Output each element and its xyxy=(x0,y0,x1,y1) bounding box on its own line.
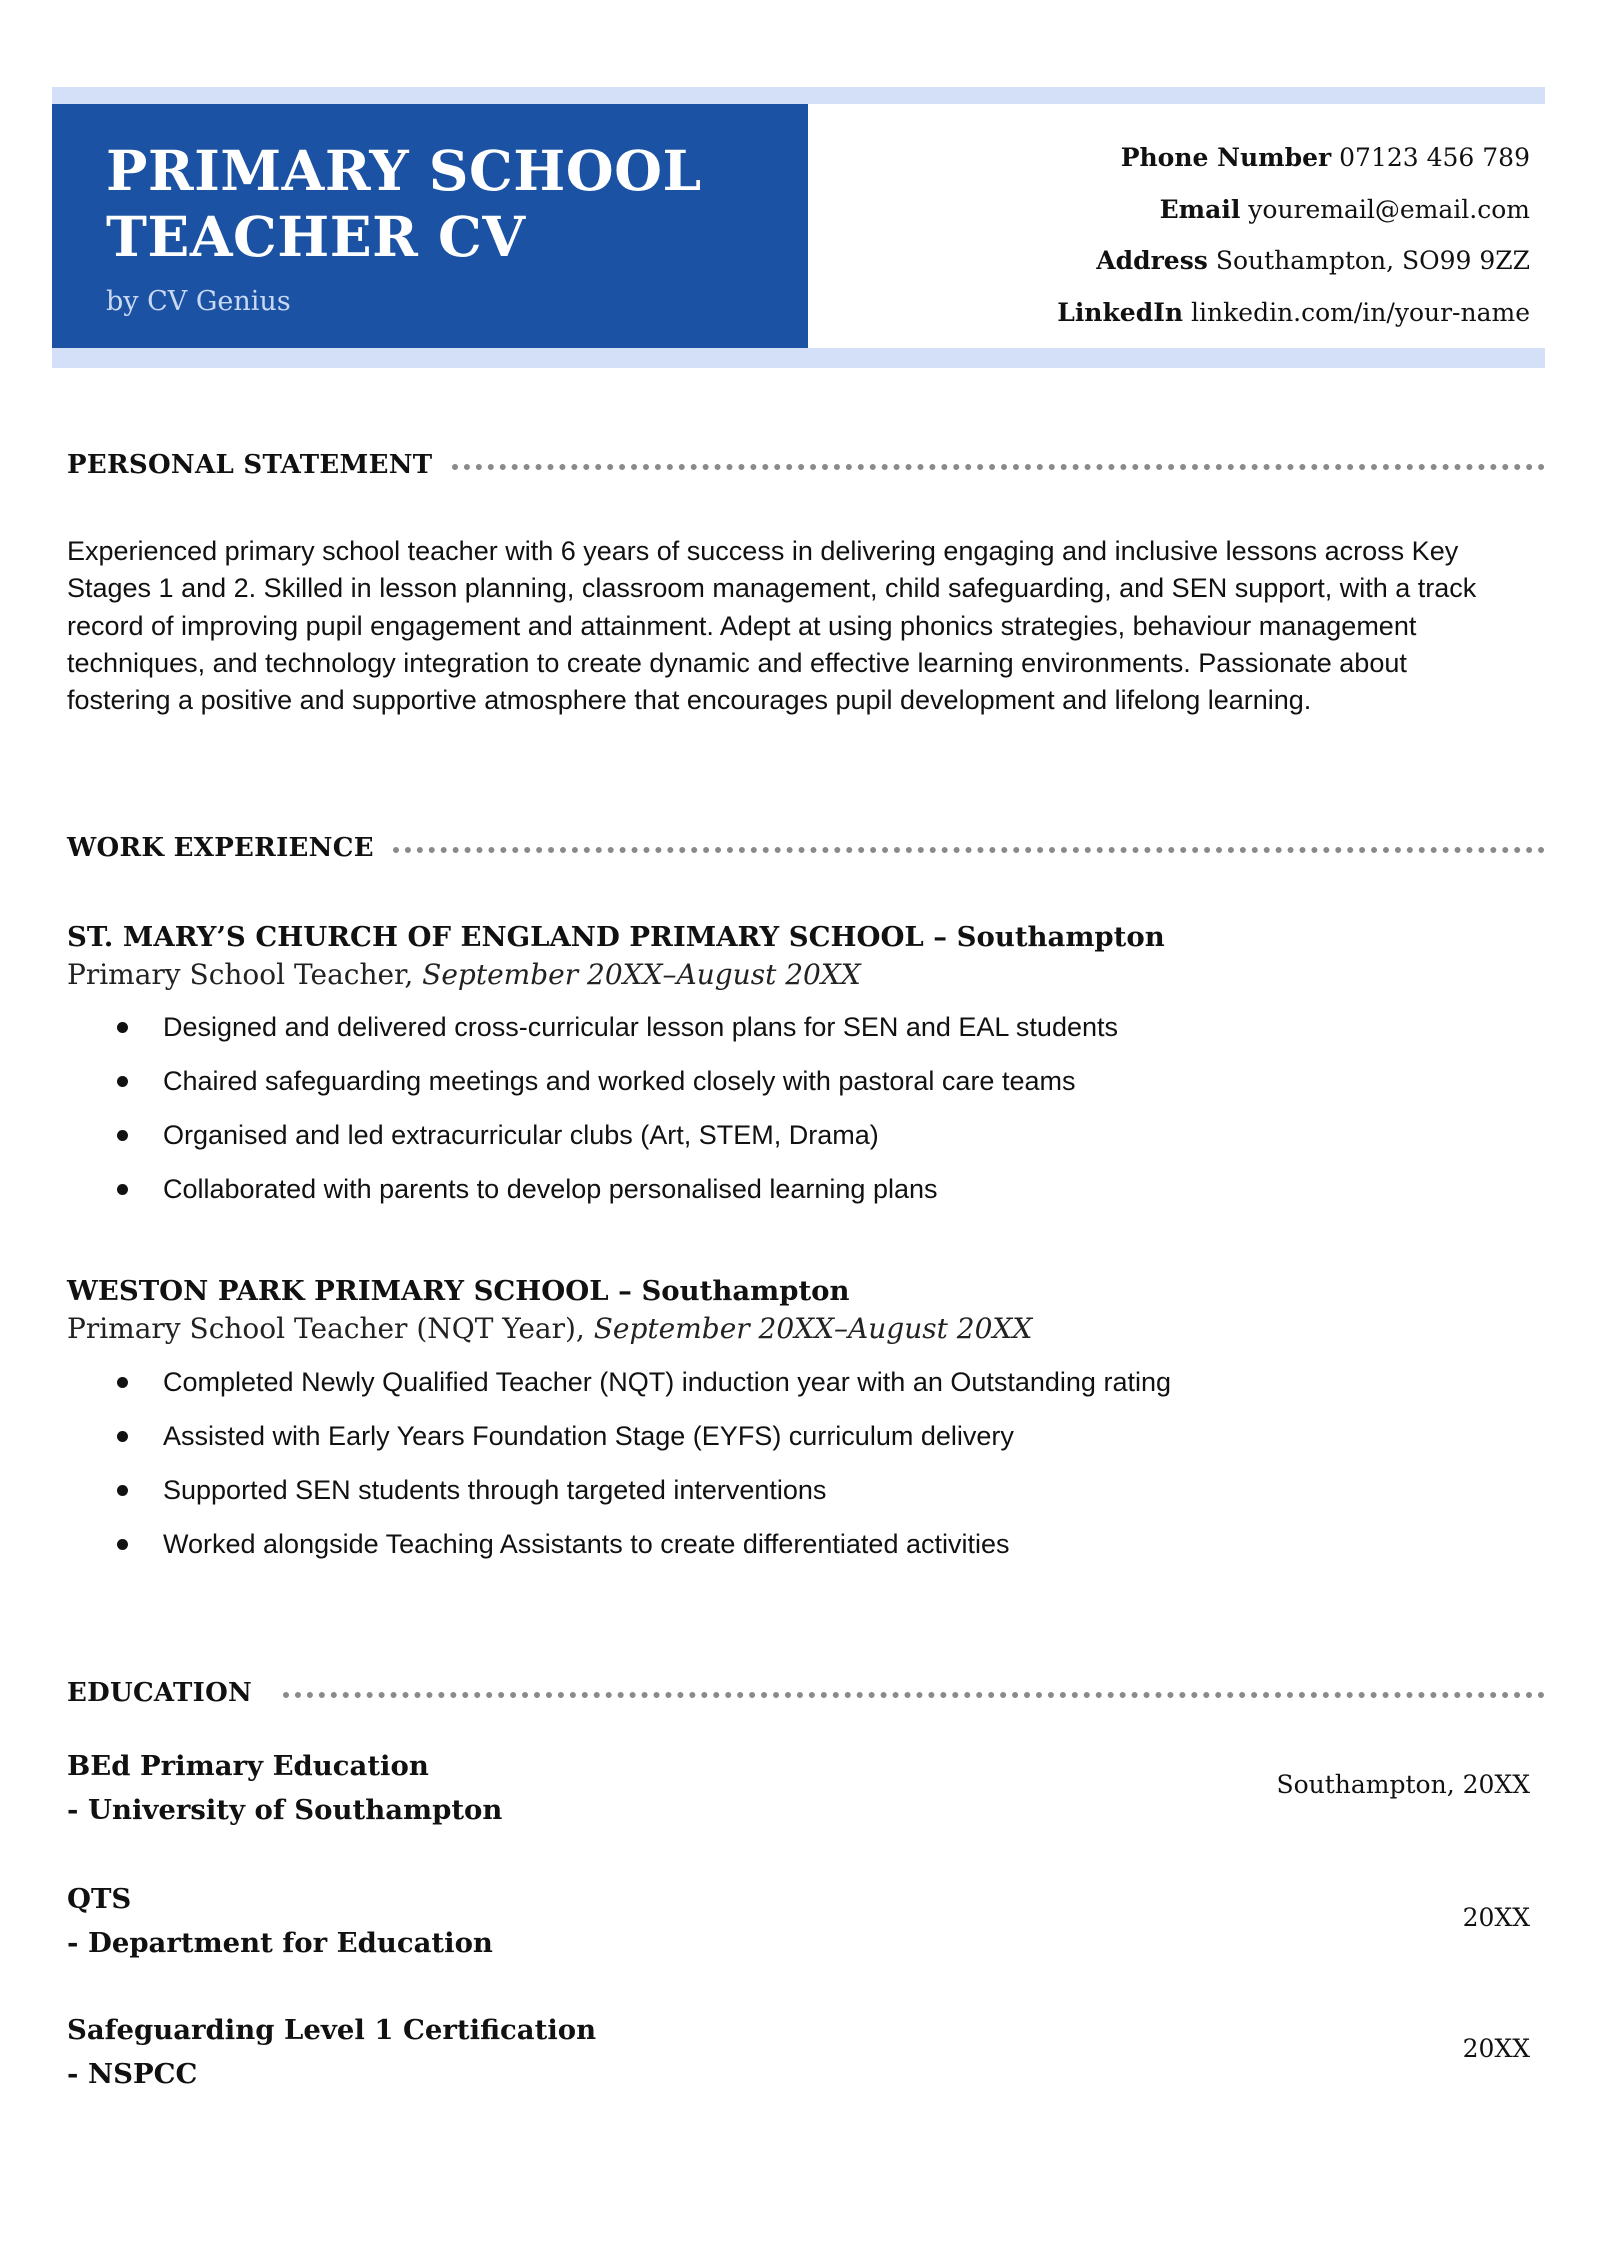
education-qualification: Safeguarding Level 1 Certification xyxy=(67,2014,597,2046)
bullet-icon xyxy=(117,1022,128,1033)
personal-statement-text: Experienced primary school teacher with 6 years of success in delivering engaging and inclusive lessons across Key Stages 1 and 2. Skilled in lesson planning, classroom management, child safeguarding, and SEN support, with a track record of improving pupil engagement and attainment. Adept at using phonics strategies, behaviour management techniques, and technology integration to create dynamic and effective learning environments. Passionate about fostering a positive and supportive atmosphere that encourages pupil development and lifelong learning. xyxy=(67,536,1477,716)
bullet-icon xyxy=(117,1076,128,1087)
bullet-icon xyxy=(117,1539,128,1550)
contact-email xyxy=(1057,184,1530,236)
contact-phone xyxy=(1057,132,1530,184)
bullet-icon xyxy=(117,1377,128,1388)
duty-text: Worked alongside Teaching Assistants to create differentiated activities xyxy=(163,1529,1010,1559)
section-divider xyxy=(283,1692,1545,1698)
job-dates: September 20XX–August 20XX xyxy=(593,1312,1033,1345)
list-item xyxy=(113,1064,1118,1118)
education-item xyxy=(67,2008,596,2096)
contact-email-value: youremail@email.com xyxy=(1248,194,1530,224)
list-item xyxy=(113,1473,1171,1527)
cv-title-line-2: TEACHER CV xyxy=(106,204,526,269)
education-institution: - Department for Education xyxy=(67,1927,493,1959)
personal-statement-heading xyxy=(67,445,432,485)
education-qualification: BEd Primary Education xyxy=(67,1750,429,1782)
section-divider xyxy=(452,464,1545,470)
bullet-icon xyxy=(117,1184,128,1195)
education-institution: - NSPCC xyxy=(67,2058,198,2090)
education-location-date: 20XX xyxy=(1462,1903,1530,1932)
job-employer: WESTON PARK PRIMARY SCHOOL – Southampton xyxy=(67,1275,850,1307)
bullet-icon xyxy=(117,1130,128,1141)
education-institution: - University of Southampton xyxy=(67,1794,503,1826)
bullet-icon xyxy=(117,1431,128,1442)
duty-text: Collaborated with parents to develop personalised learning plans xyxy=(163,1174,938,1204)
list-item xyxy=(113,1010,1118,1064)
job-role-title: Primary School Teacher (NQT Year), xyxy=(67,1312,585,1345)
education-qualification: QTS xyxy=(67,1883,132,1915)
education-location-date: Southampton, 20XX xyxy=(1276,1770,1530,1799)
job-role-title: Primary School Teacher, xyxy=(67,958,414,991)
contact-email-label: Email xyxy=(1159,194,1241,224)
contact-address-label: Address xyxy=(1096,246,1208,275)
education-item xyxy=(67,1877,493,1965)
bullet-icon xyxy=(117,1485,128,1496)
job-role xyxy=(67,1312,1032,1345)
contact-address-value: Southampton, SO99 9ZZ xyxy=(1215,246,1530,275)
contact-linkedin xyxy=(1057,287,1530,339)
job-duties-list xyxy=(113,1010,1118,1226)
duty-text: Completed Newly Qualified Teacher (NQT) induction year with an Outstanding rating xyxy=(163,1367,1171,1397)
job-employer: ST. MARY’S CHURCH OF ENGLAND PRIMARY SCHOOL – Southampton xyxy=(67,921,1165,953)
cv-title xyxy=(106,138,796,270)
list-item xyxy=(113,1118,1118,1172)
list-item xyxy=(113,1172,1118,1226)
work-experience-title: WORK EXPERIENCE xyxy=(67,833,374,863)
education-heading xyxy=(67,1673,252,1713)
list-item xyxy=(113,1527,1171,1581)
duty-text: Organised and led extracurricular clubs (Art, STEM, Drama) xyxy=(163,1120,879,1150)
title-box xyxy=(52,104,808,348)
duty-text: Supported SEN students through targeted interventions xyxy=(163,1475,827,1505)
contact-phone-value: 07123 456 789 xyxy=(1339,143,1530,172)
job-duties-list xyxy=(113,1365,1171,1581)
work-experience-heading xyxy=(67,828,374,868)
list-item xyxy=(113,1365,1171,1419)
job-dates: September 20XX–August 20XX xyxy=(422,958,861,991)
education-location-date: 20XX xyxy=(1462,2034,1530,2063)
contact-phone-label: Phone Number xyxy=(1120,143,1332,172)
section-divider xyxy=(393,847,1545,853)
duty-text: Assisted with Early Years Foundation Stage (EYFS) curriculum delivery xyxy=(163,1421,1014,1451)
list-item xyxy=(113,1419,1171,1473)
personal-statement-title: PERSONAL STATEMENT xyxy=(67,450,433,480)
job-role xyxy=(67,958,861,991)
contact-details xyxy=(1057,132,1530,338)
contact-address xyxy=(1057,235,1530,287)
contact-linkedin-value: linkedin.com/in/your-name xyxy=(1191,297,1530,327)
duty-text: Chaired safeguarding meetings and worked closely with pastoral care teams xyxy=(163,1066,1076,1096)
cv-subtitle: by CV Genius xyxy=(106,286,291,317)
duty-text: Designed and delivered cross-curricular lesson plans for SEN and EAL students xyxy=(163,1012,1118,1042)
cv-title-line-1: PRIMARY SCHOOL xyxy=(106,138,702,203)
education-title: EDUCATION xyxy=(67,1678,253,1708)
contact-linkedin-label: LinkedIn xyxy=(1057,297,1184,327)
education-item xyxy=(67,1744,502,1832)
